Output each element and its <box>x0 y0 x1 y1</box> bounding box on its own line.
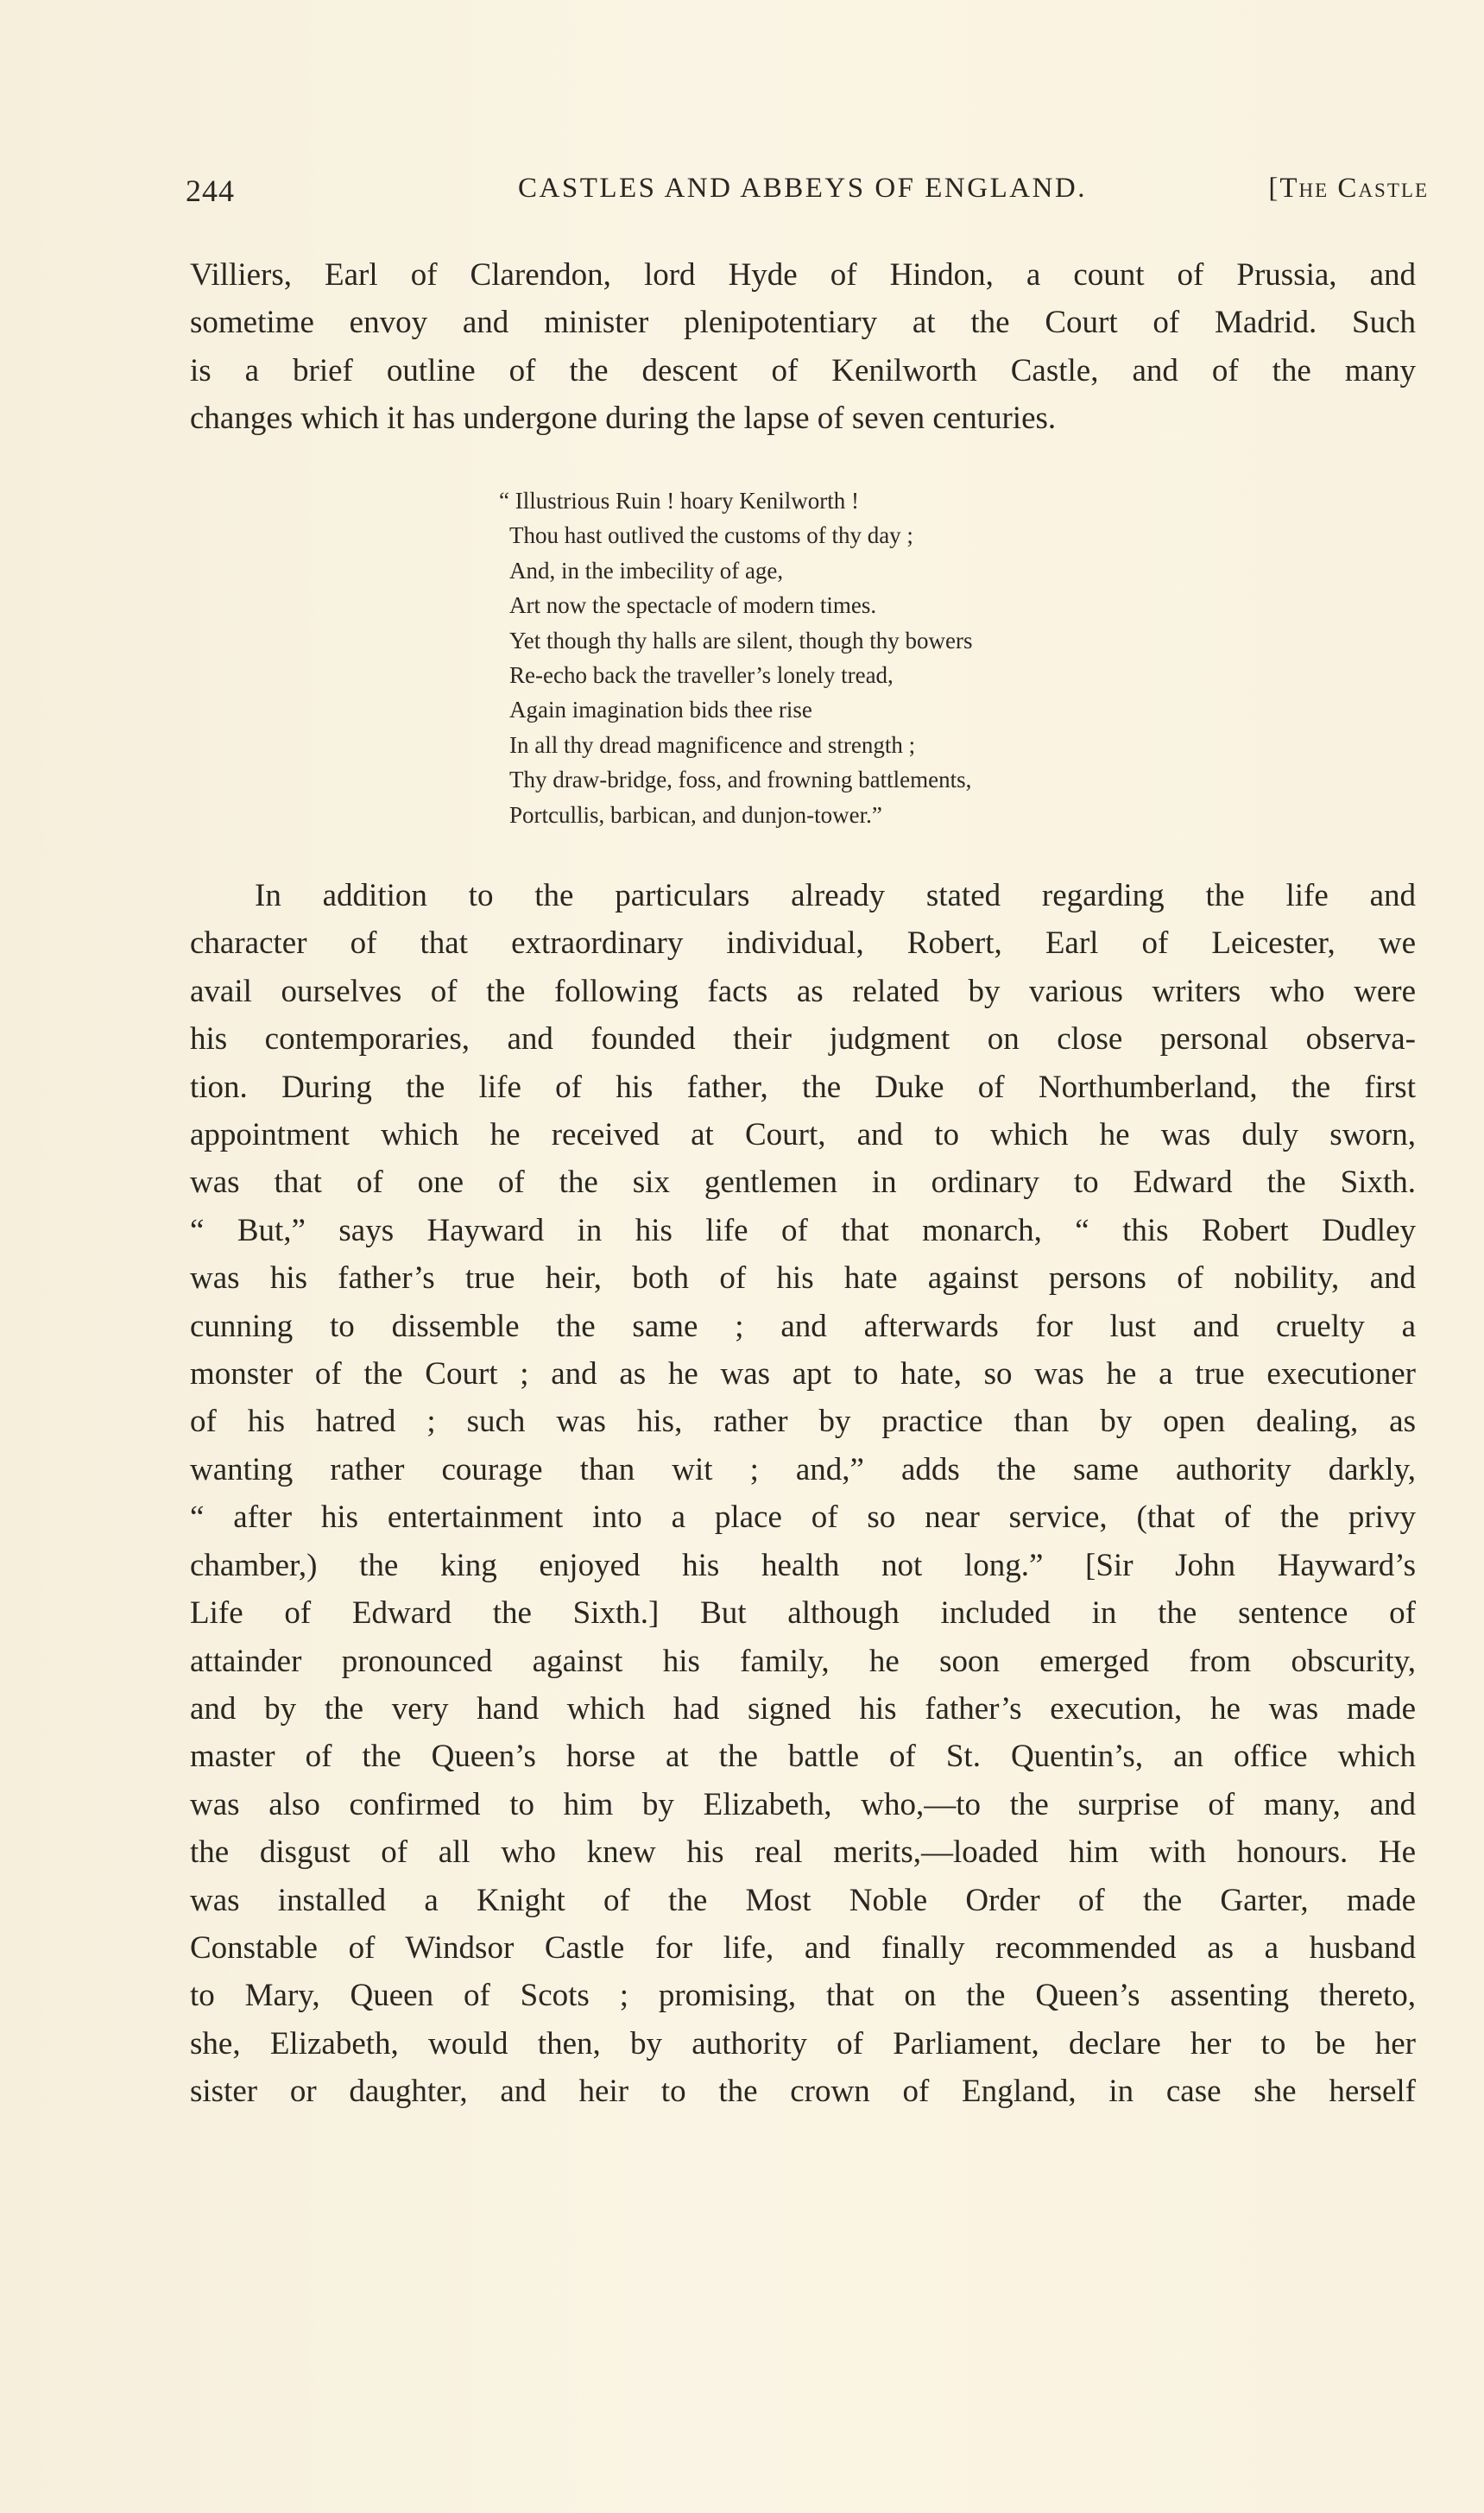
poem-quotation <box>499 483 1165 832</box>
text-line: his contemporaries, and founded their judgment on close personal observa- <box>190 1021 1416 1058</box>
text-line: Villiers, Earl of Clarendon, lord Hyde of Hindon, a count of Prussia, and <box>190 257 1416 293</box>
text-line: she, Elizabeth, would then, by authority of Parliament, declare her to be her <box>190 2025 1416 2062</box>
running-head <box>186 173 1429 216</box>
text-line: “ But,” says Hayward in his life of that monarch, “ this Robert Dudley <box>190 1212 1416 1248</box>
page-number: 244 <box>186 174 235 208</box>
text-line: and by the very hand which had signed his father’s execution, he was made <box>190 1690 1416 1727</box>
text-line: In addition to the particulars already stated regarding the life and <box>255 878 1416 913</box>
poem-line: Art now the spectacle of modern times. <box>509 592 877 619</box>
text-line: the disgust of all who knew his real merits,—loaded him with honours. He <box>190 1834 1416 1871</box>
paragraph-leicester <box>190 872 1416 2116</box>
text-line: monster of the Court ; and as he was apt to hate, so was he a true executioner <box>190 1356 1416 1392</box>
text-line: tion. During the life of his father, the Duke of Northumberland, the first <box>190 1069 1416 1105</box>
poem-line: Again imagination bids thee rise <box>509 697 812 723</box>
text-line: cunning to dissemble the same ; and afterwards for lust and cruelty a <box>190 1308 1416 1344</box>
poem-line: In all thy dread magnificence and strength ; <box>509 731 916 758</box>
text-line: is a brief outline of the descent of Kenilworth Castle, and of the many <box>190 352 1416 388</box>
text-line: Constable of Windsor Castle for life, and finally recommended as a husband <box>190 1929 1416 1966</box>
poem-line: Re-echo back the traveller’s lonely tread, <box>509 662 894 689</box>
poem-line: Thou hast outlived the customs of thy day ; <box>509 522 913 549</box>
text-line: avail ourselves of the following facts as related by various writers who were <box>190 973 1416 1009</box>
text-line: sometime envoy and minister plenipotentiary at the Court of Madrid. Such <box>190 305 1416 341</box>
paragraph-descent <box>190 251 1416 443</box>
text-line: Life of Edward the Sixth.] But although included in the sentence of <box>190 1595 1416 1632</box>
poem-line: Portcullis, barbican, and dunjon-tower.” <box>509 801 882 828</box>
poem-line: Thy draw-bridge, foss, and frowning battlements, <box>509 767 972 793</box>
poem-line: “ Illustrious Ruin ! hoary Kenilworth ! <box>499 488 859 514</box>
text-line: changes which it has undergone during the lapse of seven centuries. <box>190 401 1057 437</box>
text-line: was installed a Knight of the Most Noble Order of the Garter, made <box>190 1882 1416 1918</box>
poem-line: And, in the imbecility of age, <box>509 557 784 584</box>
text-line: of his hatred ; such was his, rather by practice than by open dealing, as <box>190 1404 1416 1440</box>
section-title: [The Castle <box>1268 173 1429 204</box>
text-line: chamber,) the king enjoyed his health not long.” [Sir John Hayward’s <box>190 1547 1416 1583</box>
text-line: master of the Queen’s horse at the battle of St. Quentin’s, an office which <box>190 1739 1416 1775</box>
text-line: appointment which he received at Court, and to which he was duly sworn, <box>190 1117 1416 1153</box>
text-line: attainder pronounced against his family, he soon emerged from obscurity, <box>190 1643 1416 1679</box>
text-line: wanting rather courage than wit ; and,” adds the same authority darkly, <box>190 1451 1416 1487</box>
poem-line: Yet though thy halls are silent, though thy bowers <box>509 627 973 654</box>
text-line: was that of one of the six gentlemen in ordinary to Edward the Sixth. <box>190 1165 1416 1201</box>
text-line: “ after his entertainment into a place of so near service, (that of the privy <box>190 1500 1416 1536</box>
text-line: sister or daughter, and heir to the crown of England, in case she herself <box>190 2074 1416 2110</box>
text-line: was also confirmed to him by Elizabeth, who,—to the surprise of many, and <box>190 1786 1416 1822</box>
running-title: CASTLES AND ABBEYS OF ENGLAND. <box>518 173 1087 204</box>
text-line: to Mary, Queen of Scots ; promising, that on the Queen’s assenting thereto, <box>190 1978 1416 2014</box>
text-line: was his father’s true heir, both of his hate against persons of nobility, and <box>190 1260 1416 1297</box>
text-line: character of that extraordinary individual, Robert, Earl of Leicester, we <box>190 925 1416 962</box>
